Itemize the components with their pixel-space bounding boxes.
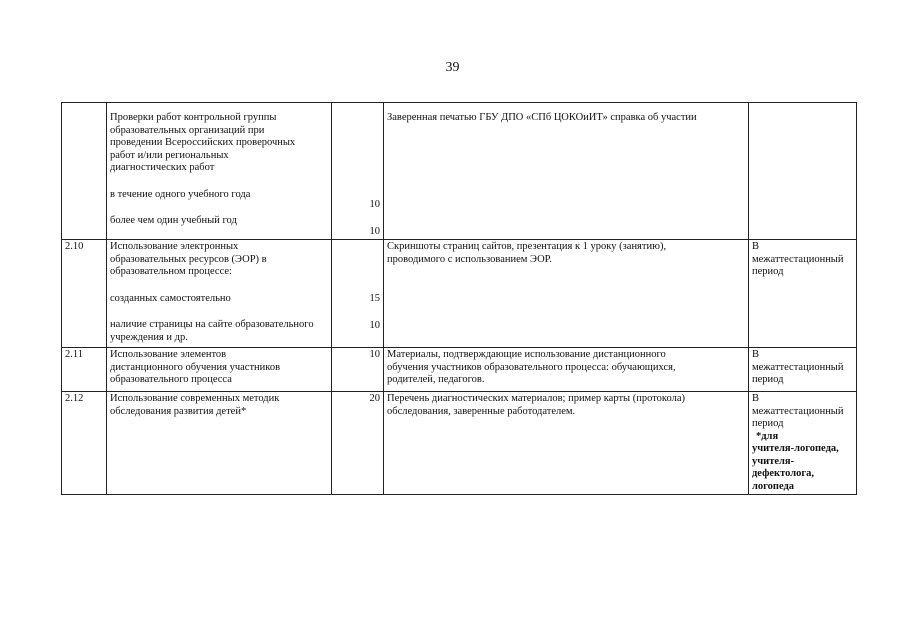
period-line: межаттестационный: [752, 253, 844, 265]
evidence-line: проводимого с использованием ЭОР.: [387, 253, 552, 265]
period-line: В: [752, 393, 760, 404]
sub-item-label: более чем один учебный год: [110, 215, 237, 226]
table-row: [62, 240, 857, 348]
period-cell: [749, 348, 857, 392]
points-cell: 20: [332, 392, 384, 495]
table-row: [62, 103, 857, 240]
criterion-cell: [107, 392, 332, 495]
points-cell: [332, 240, 384, 348]
criterion-cell: [107, 103, 332, 240]
criterion-line: обследования развития детей*: [110, 405, 247, 417]
criterion-line: образовательных организаций при: [110, 124, 265, 136]
criterion-line: Проверки работ контрольной группы: [110, 112, 277, 123]
row-number-cell: 2.12: [62, 392, 107, 495]
sub-item-label: в течение одного учебного года: [110, 188, 251, 200]
evidence-cell: [384, 392, 749, 495]
row-number-cell: [62, 103, 107, 240]
evidence-line: родителей, педагогов.: [387, 374, 485, 385]
criterion-line: образовательном процессе:: [110, 266, 232, 277]
evidence-cell: [384, 348, 749, 392]
period-line: межаттестационный: [752, 361, 844, 373]
period-line: В: [752, 241, 760, 252]
evidence-cell: [384, 240, 749, 348]
row-number-cell: 2.10: [62, 240, 107, 348]
note-line: *для: [756, 430, 779, 442]
criterion-line: Использование электронных: [110, 241, 239, 252]
criterion-line: Использование современных методик: [110, 393, 280, 404]
period-cell: [749, 392, 857, 495]
note-line: учителя-: [752, 455, 795, 467]
sub-item-label: созданных самостоятельно: [110, 292, 231, 304]
sub-item-points: 10: [369, 319, 380, 331]
points-cell: 10: [332, 348, 384, 392]
sub-item-points: 10: [369, 199, 380, 210]
criteria-table: [61, 102, 857, 495]
evidence-line: Материалы, подтверждающие использование дистанционного: [387, 349, 666, 360]
note-line: учителя-логопеда,: [752, 443, 839, 454]
sub-item-points: 15: [369, 293, 380, 304]
period-line: период: [752, 374, 784, 385]
evidence-line: Перечень диагностических материалов; пример карты (протокола): [387, 393, 685, 404]
criterion-line: Использование элементов: [110, 349, 227, 360]
table-row: [62, 348, 857, 392]
row-number-cell: 2.11: [62, 348, 107, 392]
sub-item-label: наличие страницы на сайте образовательного учреждения и др.: [110, 319, 314, 343]
evidence-text: Заверенная печатью ГБУ ДПО «СПб ЦОКОиИТ» справка об участии: [387, 112, 697, 123]
note-line: дефектолога,: [752, 468, 814, 479]
period-line: В: [752, 349, 760, 360]
period-cell: [749, 103, 857, 240]
page-number: 39: [445, 60, 460, 75]
points-cell: [332, 103, 384, 240]
evidence-line: Скриншоты страниц сайтов, презентация к 1 уроку (занятию),: [387, 241, 667, 252]
criterion-line: образовательного процесса: [110, 374, 232, 385]
evidence-line: обучения участников образовательного процесса: обучающихся,: [387, 361, 676, 373]
evidence-cell: [384, 103, 749, 240]
evidence-line: обследования, заверенные работодателем.: [387, 405, 576, 417]
table-row: [62, 392, 857, 495]
period-cell: [749, 240, 857, 348]
period-line: период: [752, 418, 784, 429]
criterion-line: образовательных ресурсов (ЭОР) в: [110, 253, 267, 265]
period-line: межаттестационный: [752, 405, 844, 417]
criterion-cell: [107, 240, 332, 348]
criterion-line: работ и/или региональных: [110, 149, 229, 161]
note-line: логопеда: [752, 480, 795, 492]
criterion-cell: [107, 348, 332, 392]
criterion-line: диагностических работ: [110, 162, 215, 173]
criterion-line: проведении Всероссийских проверочных: [110, 137, 296, 148]
sub-item-points: 10: [369, 225, 380, 237]
criterion-line: дистанционного обучения участников: [110, 361, 281, 373]
period-line: период: [752, 266, 784, 277]
